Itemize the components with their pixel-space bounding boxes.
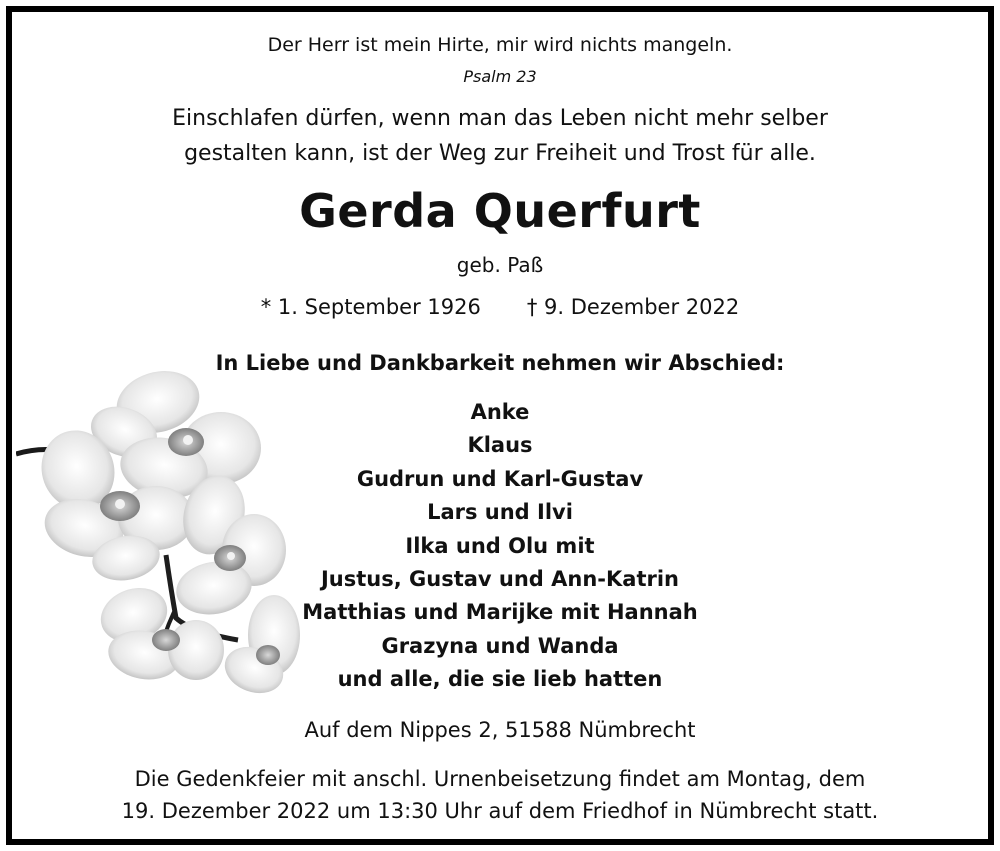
verse-line-2: gestalten kann, ist der Weg zur Freiheit und Trost für alle.: [184, 141, 816, 166]
list-item: Gudrun und Karl-Gustav: [356, 466, 644, 491]
list-item: Grazyna und Wanda: [381, 633, 619, 658]
verse-line-1: Einschlafen dürfen, wenn man das Leben nicht mehr selber: [172, 106, 828, 131]
birth-date: * 1. September 1926: [260, 295, 481, 319]
ceremony-line-2: 19. Dezember 2022 um 13:30 Uhr auf dem Friedhof in Nümbrecht statt.: [121, 799, 879, 823]
list-item: und alle, die sie lieb hatten: [337, 667, 663, 692]
life-dates: [12, 295, 988, 319]
address: Auf dem Nippes 2, 51588 Nümbrecht: [304, 718, 696, 742]
deceased-name: Gerda Querfurt: [299, 184, 701, 238]
list-item: Anke: [470, 400, 530, 424]
list-item: Klaus: [467, 433, 533, 458]
death-date: † 9. Dezember 2022: [526, 295, 740, 319]
psalm-reference: Psalm 23: [463, 67, 537, 86]
list-item: Justus, Gustav und Ann-Katrin: [320, 566, 680, 591]
list-item: Lars und Ilvi: [427, 500, 573, 525]
ceremony-line-1: Die Gedenkfeier mit anschl. Urnenbeisetzung findet am Montag, dem: [134, 767, 866, 791]
farewell-heading: In Liebe und Dankbarkeit nehmen wir Abschied:: [215, 351, 785, 375]
mourners-list: [12, 396, 988, 697]
list-item: Ilka und Olu mit: [405, 533, 595, 558]
list-item: Matthias und Marijke mit Hannah: [302, 600, 698, 625]
obituary-notice: [6, 6, 994, 845]
psalm-quote: Der Herr ist mein Hirte, mir wird nichts mangeln.: [267, 34, 733, 56]
birth-name: geb. Paß: [456, 253, 544, 277]
